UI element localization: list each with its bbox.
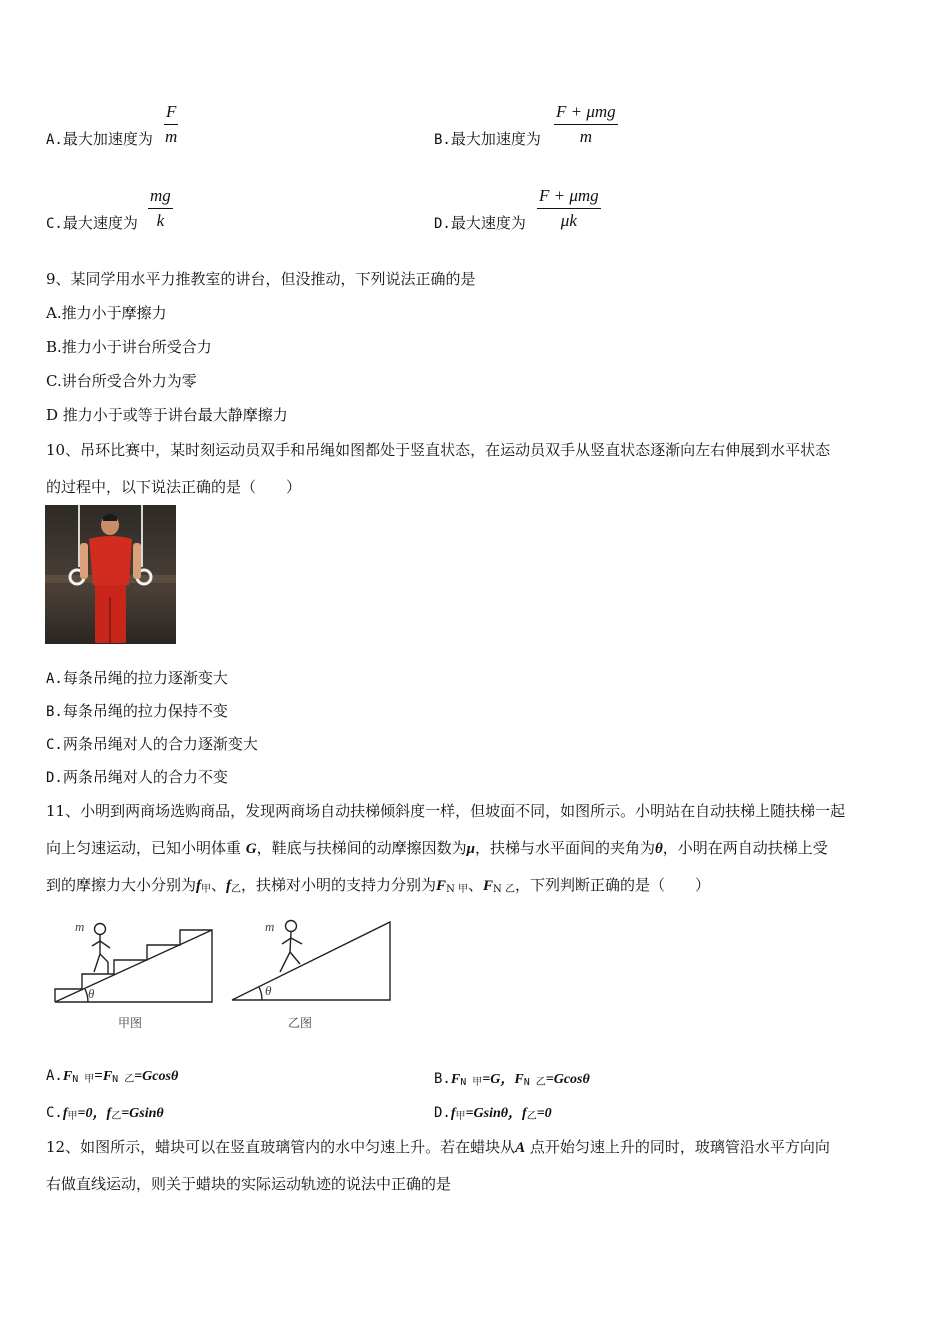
q9-option-a: A.推力小于摩擦力 [46,304,167,322]
stair-figure-caption: 甲图 [118,1016,143,1030]
q9-stem: 9、某同学用水平力推教室的讲台，但没推动，下列说法正确的是 [46,270,476,288]
q11-stem-line3: 到的摩擦力大小分别为$f_甲$、$f_乙$，扶梯对小明的支持力分别为$F_{N 甲}$、$F_{N 乙}$，下列判断正确的是（ ） [46,876,710,895]
q10-stem-line2: 的过程中，以下说法正确的是（ ） [46,478,302,496]
q8-option-a: A.最大加速度为 [46,130,153,148]
q8-d-fraction: F + μmg μk [539,186,599,230]
q8-c-fraction: $\frac{mg}{k}$ [150,186,171,230]
q11-stem-line2: 向上匀速运动，已知小明体重 G，鞋底与扶梯间的动摩擦因数为μ，扶梯与水平面间的夹角为θ，小明在两自动扶梯上受 [46,839,828,857]
ramp-figure-mass-label: m [265,919,275,934]
q8-option-b: B.最大加速度为 [434,130,541,148]
q8-option-d: D.最大速度为 [434,214,526,232]
q11-option-a: $A.F_{N 甲}=F_{N 乙}=Gcos\theta$ [46,1068,179,1085]
q10-stem-line1: 10、吊环比赛中，某时刻运动员双手和吊绳如图都处于竖直状态，在运动员双手从竖直状态逐渐向左右伸展到水平状态 [46,441,831,459]
q8-option-c: C.最大速度为 [46,214,138,232]
q10-option-d: D.两条吊绳对人的合力不变 [46,768,228,786]
q9-option-d: D 推力小于或等于讲台最大静摩擦力 [46,406,288,424]
q9-option-b: B.推力小于讲台所受合力 [46,338,212,356]
q10-option-a: A.每条吊绳的拉力逐渐变大 [46,669,228,687]
q8-b-fraction: F + μmg m [556,102,616,146]
q10-option-b: B.每条吊绳的拉力保持不变 [46,702,228,720]
q11-option-b: $B.F_{N 甲}=G$，$F_{N 乙}=Gcos\theta$ [434,1071,590,1088]
q8-a-fraction: $\frac{F}{m}$ [165,102,178,146]
q9-option-c: C.讲台所受合外力为零 [46,372,197,390]
q12-stem-line2: 右做直线运动，则关于蜡块的实际运动轨迹的说法中正确的是 [46,1175,452,1193]
ramp-figure-angle-label: θ [265,983,272,998]
q11-stem-line1: 11、小明到两商场选购商品，发现两商场自动扶梯倾斜度一样，但坡面不同，如图所示。小明站在自动扶梯上随扶梯一起 [46,802,846,820]
q11-option-d: $D.f_甲=Gsin\theta$，$f_乙=0$ [434,1105,552,1122]
stair-figure-angle-label: θ [88,986,95,1001]
q12-stem-line1: 12、如图所示，蜡块可以在竖直玻璃管内的水中匀速上升。若在蜡块从A 点开始匀速上升的同时，玻璃管沿水平方向向 [46,1138,830,1156]
ramp-escalator-figure [228,912,396,1007]
q10-option-c: C.两条吊绳对人的合力逐渐变大 [46,735,258,753]
ramp-figure-caption: 乙图 [288,1016,313,1030]
stair-figure-mass-label: m [75,919,85,934]
gymnast-rings-photo [45,505,176,644]
q11-option-c: $C.f_甲=0$，$f_乙=Gsin\theta$ [46,1105,164,1122]
